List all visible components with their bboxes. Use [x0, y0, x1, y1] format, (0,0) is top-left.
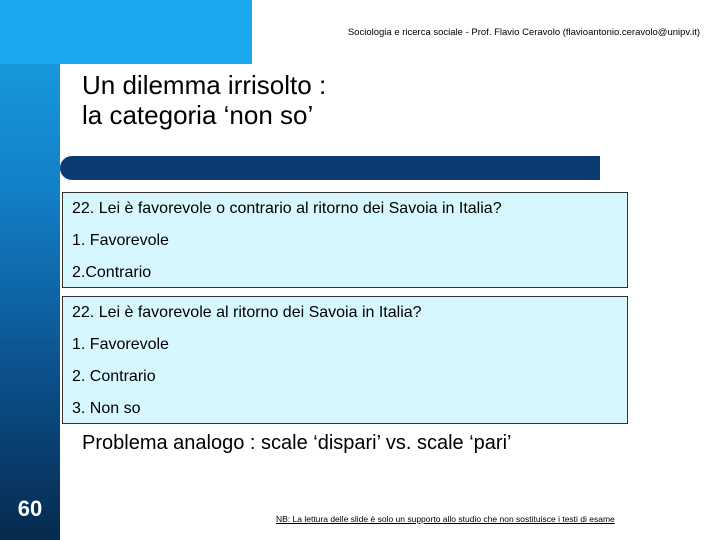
left-decorative-bar: [0, 0, 60, 540]
question-box-binary: [62, 192, 628, 288]
answer-option: 1. Favorevole: [72, 336, 169, 353]
footer-disclaimer: NB: La lettura delle slide è solo un supporto allo studio che non sostituisce i testi di esame: [276, 514, 615, 524]
course-header: Sociologia e ricerca sociale - Prof. Flavio Ceravolo (flavioantonio.ceravolo@unipv.it): [347, 27, 700, 38]
slide-title: [82, 70, 326, 130]
top-decorative-block: [0, 0, 252, 64]
answer-option: 1. Favorevole: [72, 232, 169, 249]
answer-option: 3. Non so: [72, 400, 141, 417]
analogy-note: Problema analogo : scale ‘dispari’ vs. scale ‘pari’: [82, 432, 512, 454]
slide-title-line-2: la categoria ‘non so’: [82, 100, 314, 130]
question-text: 22. Lei è favorevole o contrario al ritorno dei Savoia in Italia?: [72, 200, 502, 217]
answer-option: 2. Contrario: [72, 368, 156, 385]
slide-number: 60: [17, 496, 43, 521]
slide-title-line-1: Un dilemma irrisolto :: [82, 70, 327, 100]
answer-option: 2.Contrario: [72, 264, 152, 281]
question-box-with-dont-know: [62, 296, 628, 424]
title-divider-bar: [60, 156, 600, 180]
question-text: 22. Lei è favorevole al ritorno dei Savoia in Italia?: [72, 304, 422, 321]
